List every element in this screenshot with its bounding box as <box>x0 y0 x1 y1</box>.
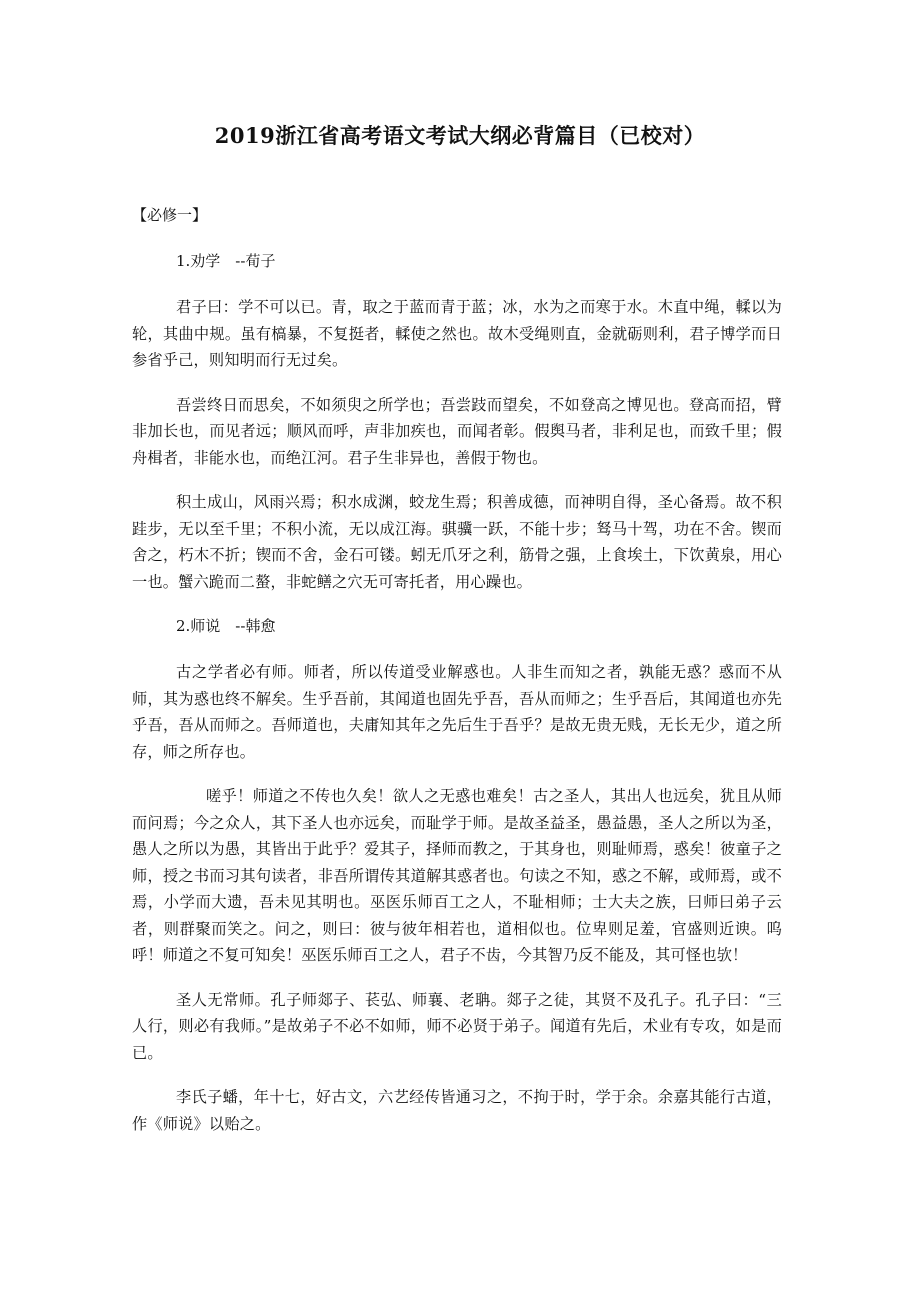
paragraph: 吾尝终日而思矣，不如须臾之所学也；吾尝跂而望矣，不如登高之博见也。登高而招，臂非加长也，而见者远；顺风而呼，声非加疾也，而闻者彰。假舆马者，非利足也，而致千里；假舟楫者，非能水也，而绝江河。君子生非异也，善假于物也。 <box>132 395 782 467</box>
section-label: 【必修一】 <box>132 206 208 224</box>
paragraph: 李氏子蟠，年十七，好古文，六艺经传皆通习之，不拘于时，学于余。余嘉其能行古道，作《师说》以贻之。 <box>132 1088 782 1133</box>
document-body <box>132 202 782 1155</box>
paragraph: 积土成山，风雨兴焉；积水成渊，蛟龙生焉；积善成德，而神明自得，圣心备焉。故不积跬步，无以至千里；不积小流，无以成江海。骐骥一跃，不能十步；驽马十驾，功在不舍。锲而舍之，朽木不折；锲而不舍，金石可镂。蚓无爪牙之利，筋骨之强，上食埃土，下饮黄泉，用心一也。蟹六跪而二螯，非蛇鳝之穴无可寄托者，用心躁也。 <box>132 493 782 591</box>
paragraph: 君子曰：学不可以已。青，取之于蓝而青于蓝；冰，水为之而寒于水。木直中绳，輮以为轮，其曲中规。虽有槁暴，不复挺者，輮使之然也。故木受绳则直，金就砺则利，君子博学而日参省乎己，则知明而行无过矣。 <box>132 298 782 369</box>
document-title: 2019浙江省高考语文考试大纲必背篇目（已校对） <box>214 123 706 148</box>
paragraph: 嗟乎！师道之不传也久矣！欲人之无惑也难矣！古之圣人，其出人也远矣，犹且从师而问焉；今之众人，其下圣人也亦远矣，而耻学于师。是故圣益圣，愚益愚，圣人之所以为圣，愚人之所以为愚，其皆出于此乎？爱其子，择师而教之，于其身也，则耻师焉，惑矣！彼童子之师，授之书而习其句读者，非吾所谓传其道解其惑者也。句读之不知，惑之不解，或师焉，或不焉，小学而大遗，吾未见其明也。巫医乐师百工之人，不耻相师；士大夫之族，曰师曰弟子云者，则群聚而笑之。问之，则曰：彼与彼年相若也，道相似也。位卑则足羞，官盛则近谀。呜呼！师道之不复可知矣！巫医乐师百工之人，君子不齿，今其智乃反不能及，其可怪也欤！ <box>132 787 782 964</box>
paragraph: 古之学者必有师。师者，所以传道受业解惑也。人非生而知之者，孰能无惑？惑而不从师，其为惑也终不解矣。生乎吾前，其闻道也固先乎吾，吾从而师之；生乎吾后，其闻道也亦先乎吾，吾从而师之。吾师道也，夫庸知其年之先后生于吾乎？是故无贵无贱，无长无少，道之所存，师之所存也。 <box>132 663 782 761</box>
piece-heading-shishuo: 2.师说 --韩愈 <box>176 617 276 635</box>
piece-heading-quanxue: 1.劝学 --荀子 <box>176 252 276 270</box>
paragraph: 圣人无常师。孔子师郯子、苌弘、师襄、老聃。郯子之徒，其贤不及孔子。孔子曰：“三人行，则必有我师。”是故弟子不必不如师，师不必贤于弟子。闻道有先后，术业有专攻，如是而已。 <box>132 990 782 1062</box>
